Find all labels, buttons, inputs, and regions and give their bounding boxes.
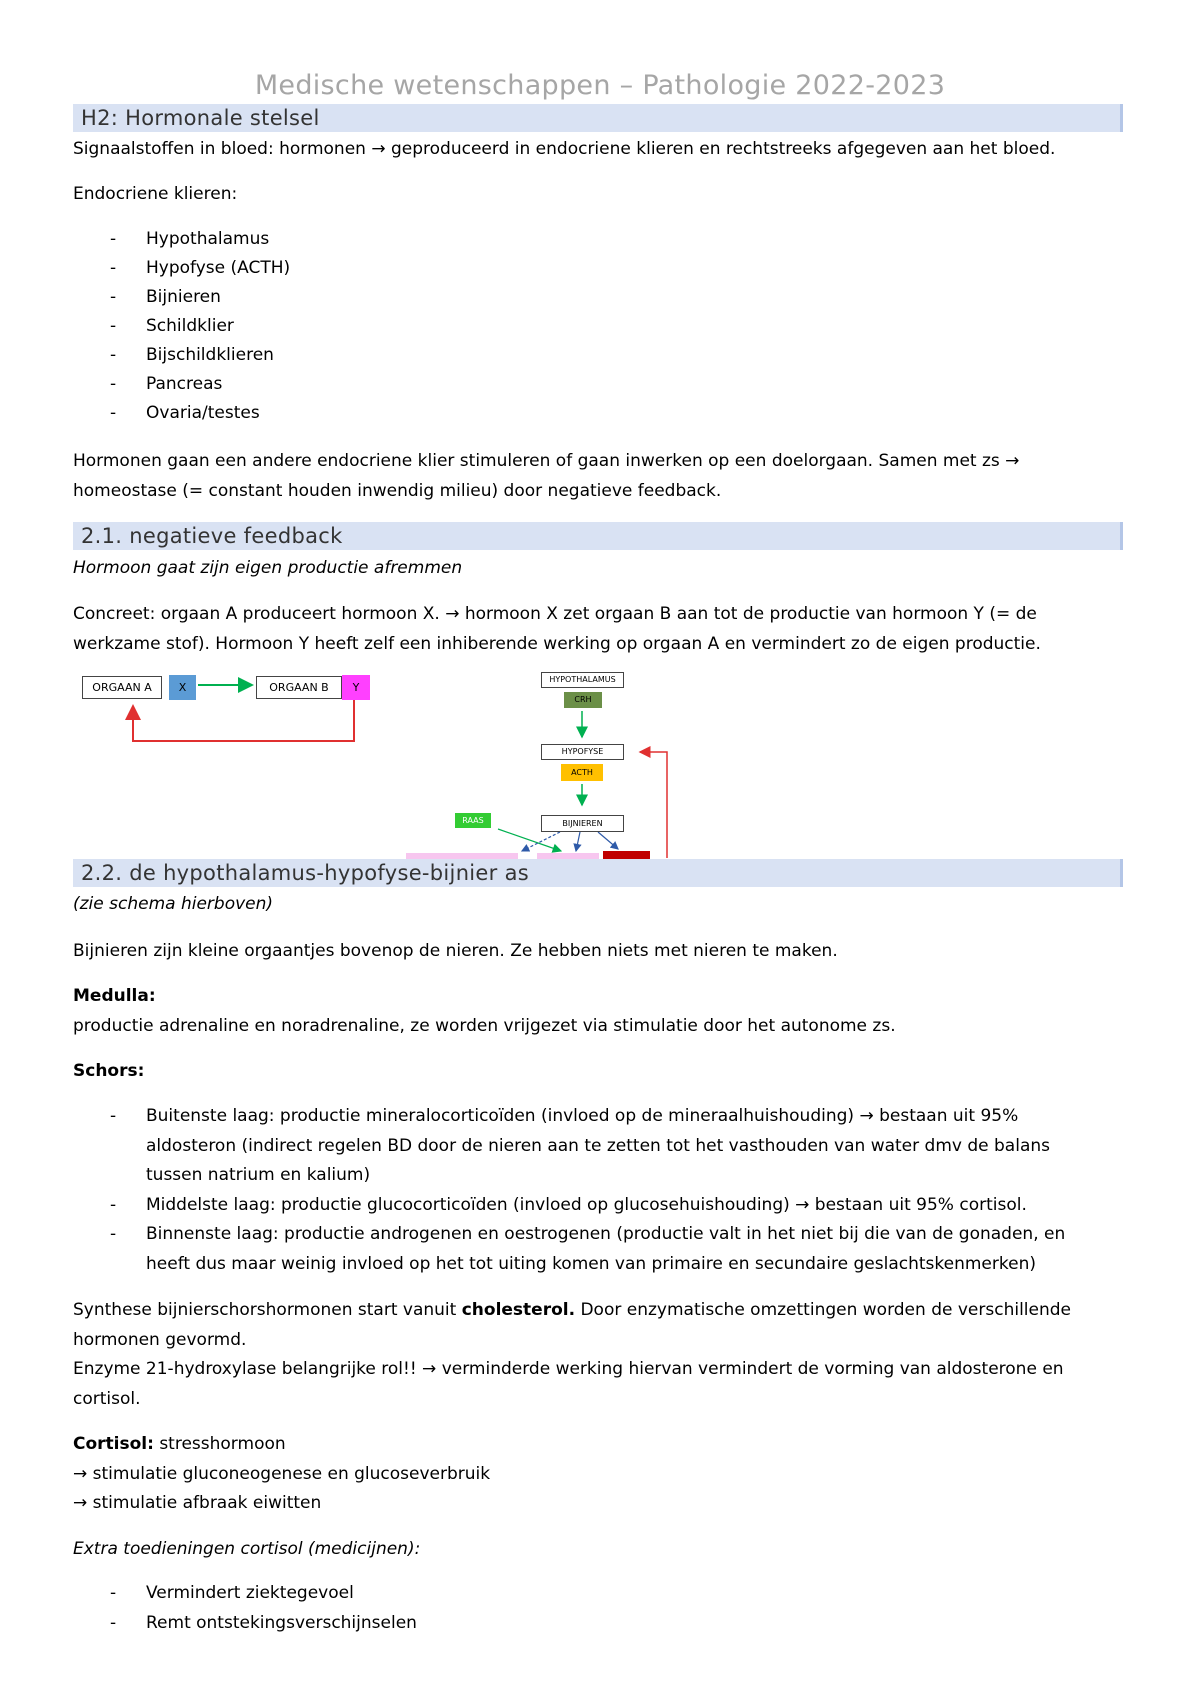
bijnieren-arrow-3 [598, 832, 618, 849]
extra-list [73, 1579, 1133, 1638]
feedback-arrow-left [133, 698, 354, 741]
list-line: - Binnenste laag: productie androgenen en oestrogenen (productie valt in het niet bij die van de gonaden, en [146, 1224, 1066, 1244]
list-item [73, 1102, 1133, 1191]
list-item [73, 1191, 1133, 1221]
list-line: tussen natrium en kalium) [146, 1165, 371, 1185]
synthese-line: hormonen gevormd. [73, 1329, 247, 1350]
page-title: Medische wetenschappen – Pathologie 2022-2023 [254, 70, 946, 101]
medulla-text: productie adrenaline en noradrenaline, ze worden vrijgezet via stimulatie door het autonome zs. [73, 1015, 896, 1036]
medulla-paragraph [73, 982, 1133, 1041]
bijnieren-arrow-2 [576, 832, 580, 851]
schors-label: Schors: [73, 1061, 145, 1081]
y-box: Y [342, 675, 370, 700]
concrete-line: Concreet: orgaan A produceert hormoon X. → hormoon X zet orgaan B aan tot de productie van hormoon Y (= de [73, 604, 1037, 624]
list-line: aldosteron (indirect regelen BD door de nieren aan te zetten tot het vasthouden van water dmv de balans [146, 1135, 1050, 1156]
raas-box: RAAS [455, 813, 491, 828]
extra-label: Extra toedieningen cortisol (medicijnen): [73, 1539, 421, 1559]
crh-box: CRH [564, 692, 602, 708]
hypofyse-box: HYPOFYSE [541, 744, 624, 760]
medulla-label: Medulla: [73, 986, 156, 1006]
homeostasis-line: Hormonen gaan een andere endocriene klier stimuleren of gaan inwerken op een doelorgaan. Samen met zs → [73, 451, 1020, 471]
x-box: X [169, 675, 196, 700]
list-item: - Remt ontstekingsverschijnselen [73, 1609, 1133, 1639]
list-item: - Vermindert ziektegevoel [73, 1579, 1133, 1609]
list-item: - Bijschildklieren [73, 341, 1133, 370]
hypothalamus-box: HYPOTHALAMUS [541, 672, 624, 688]
androgenen-box [603, 851, 650, 859]
enzyme-line: Enzyme 21-hydroxylase belangrijke rol!! → verminderde werking hiervan vermindert de vorming van aldosterone en [73, 1359, 1064, 1379]
list-item [73, 1220, 1133, 1279]
orgaan-a-box: ORGAAN A [82, 676, 162, 699]
cortisol-paragraph [73, 1430, 1133, 1519]
feedback-arrow-right [640, 752, 667, 858]
schors-list [73, 1102, 1133, 1279]
list-item: - Hypofyse (ACTH) [73, 254, 1133, 283]
list-line: heeft dus maar weinig invloed op het tot uiting komen van primaire en secundaire geslachtskenmerken) [146, 1253, 1036, 1274]
synthese-line: Synthese bijnierschorshormonen start vanuit cholesterol. Door enzymatische omzettingen worden de verschillende [73, 1300, 1071, 1320]
list-item: - Schildklier [73, 312, 1133, 341]
cortisol-effect: → stimulatie afbraak eiwitten [73, 1493, 322, 1513]
glands-label: Endocriene klieren: [73, 184, 238, 204]
subtitle-2-1: Hormoon gaat zijn eigen productie afremmen [73, 558, 463, 578]
list-item: - Bijnieren [73, 283, 1133, 312]
heading-2-2: 2.2. de hypothalamus-hypofyse-bijnier as [73, 859, 1123, 887]
bijnieren-box: BIJNIEREN [541, 815, 624, 832]
list-item: - Ovaria/testes [73, 399, 1133, 428]
heading-2-1: 2.1. negatieve feedback [73, 522, 1123, 550]
cortisol-effect: → stimulatie gluconeogenese en glucoseverbruik [73, 1463, 491, 1484]
intro-paragraph: Signaalstoffen in bloed: hormonen → geproduceerd in endocriene klieren en rechtstreeks afgegeven aan het bloed. [73, 139, 1056, 159]
list-line: - Middelste laag: productie glucocorticoïden (invloed op glucosehuishouding) → bestaan uit 95% cortisol. [146, 1194, 1027, 1215]
list-item: - Hypothalamus [73, 225, 1133, 254]
bijnieren-paragraph: Bijnieren zijn kleine orgaantjes bovenop de nieren. Ze hebben niets met nieren te maken. [73, 941, 838, 961]
orgaan-b-box: ORGAAN B [256, 676, 342, 699]
cortisol-line: Cortisol: stresshormoon [73, 1434, 286, 1454]
homeostasis-line: homeostase (= constant houden inwendig milieu) door negatieve feedback. [73, 480, 722, 501]
subtitle-2-2: (zie schema hierboven) [73, 894, 274, 914]
acth-box: ACTH [561, 764, 603, 781]
concrete-line: werkzame stof). Hormoon Y heeft zelf een inhiberende werking op orgaan A en vermindert zo de eigen productie. [73, 633, 1041, 654]
enzyme-line: cortisol. [73, 1388, 141, 1409]
list-line: - Buitenste laag: productie mineralocorticoïden (invloed op de mineraalhuishouding) → bestaan uit 95% [146, 1106, 1019, 1126]
raas-arrow [498, 829, 561, 851]
list-item: - Pancreas [73, 370, 1133, 399]
synthese-paragraph [73, 1296, 1133, 1414]
heading-h2: H2: Hormonale stelsel [73, 104, 1123, 132]
